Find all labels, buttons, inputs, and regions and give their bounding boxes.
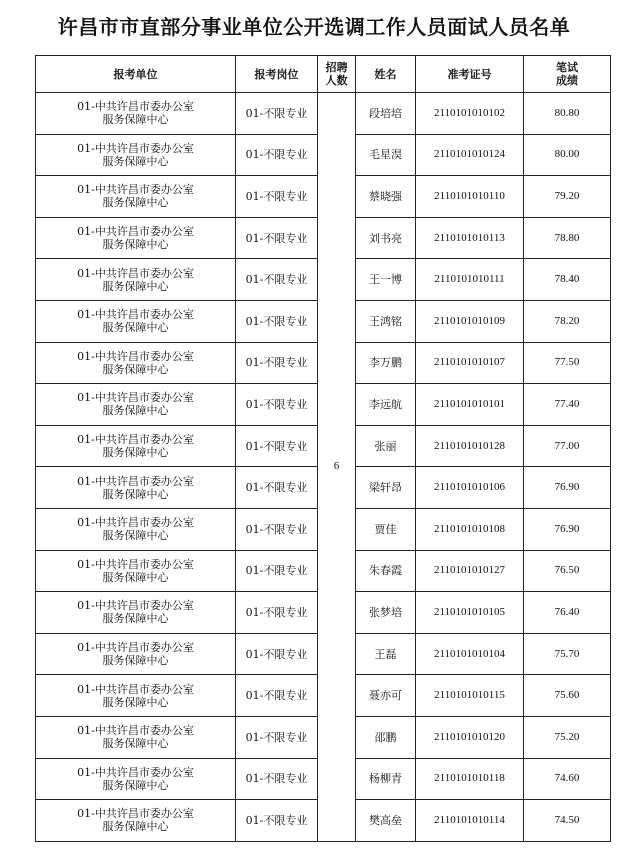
- cell-position: 01-不限专业: [236, 758, 318, 800]
- cell-name: 杨柳青: [356, 758, 416, 800]
- cell-position: 01-不限专业: [236, 259, 318, 301]
- header-name: 姓名: [356, 56, 416, 93]
- cell-position: 01-不限专业: [236, 675, 318, 717]
- cell-unit-line1: 01-中共许昌市委办公室: [77, 599, 194, 613]
- header-score-line1: 笔试: [556, 61, 578, 74]
- cell-unit-line2: 服务保障中心: [102, 321, 169, 335]
- cell-unit: [36, 716, 236, 758]
- cell-name: 王磊: [356, 633, 416, 675]
- cell-position: 01-不限专业: [236, 508, 318, 550]
- header-ticket: 准考证号: [416, 56, 524, 93]
- cell-name: 段培培: [356, 93, 416, 135]
- cell-unit-line1: 01-中共许昌市委办公室: [77, 433, 194, 447]
- cell-unit-line1: 01-中共许昌市委办公室: [77, 183, 194, 197]
- cell-score: 75.70: [524, 633, 611, 675]
- table-row: [36, 93, 611, 135]
- cell-score: 80.00: [524, 134, 611, 176]
- cell-ticket-number: 2110101010115: [416, 675, 524, 717]
- cell-score: 77.00: [524, 425, 611, 467]
- cell-score: 78.20: [524, 300, 611, 342]
- cell-unit-line1: 01-中共许昌市委办公室: [77, 474, 194, 488]
- cell-position: 01-不限专业: [236, 467, 318, 509]
- cell-name: 张丽: [356, 425, 416, 467]
- cell-unit-line2: 服务保障中心: [102, 570, 169, 584]
- cell-unit: [36, 675, 236, 717]
- cell-score: 75.60: [524, 675, 611, 717]
- cell-unit: [36, 217, 236, 259]
- cell-score: 79.20: [524, 176, 611, 218]
- cell-unit-line1: 01-中共许昌市委办公室: [77, 724, 194, 738]
- cell-unit: [36, 300, 236, 342]
- cell-ticket-number: 2110101010104: [416, 633, 524, 675]
- cell-position: 01-不限专业: [236, 176, 318, 218]
- cell-unit-line2: 服务保障中心: [102, 154, 169, 168]
- cell-name: 毛星淏: [356, 134, 416, 176]
- cell-unit: [36, 342, 236, 384]
- cell-unit-line2: 服务保障中心: [102, 695, 169, 709]
- cell-unit: [36, 134, 236, 176]
- cell-unit-line1: 01-中共许昌市委办公室: [77, 225, 194, 239]
- cell-position: 01-不限专业: [236, 592, 318, 634]
- cell-unit-line2: 服务保障中心: [102, 446, 169, 460]
- cell-unit-line1: 01-中共许昌市委办公室: [77, 100, 194, 114]
- candidate-table: [35, 55, 611, 842]
- cell-position: 01-不限专业: [236, 550, 318, 592]
- cell-ticket-number: 2110101010101: [416, 384, 524, 426]
- cell-name: 刘书亮: [356, 217, 416, 259]
- cell-ticket-number: 2110101010127: [416, 550, 524, 592]
- cell-name: 邵鹏: [356, 716, 416, 758]
- cell-unit-line1: 01-中共许昌市委办公室: [77, 557, 194, 571]
- cell-unit: [36, 93, 236, 135]
- cell-name: 蔡晓强: [356, 176, 416, 218]
- header-position: 报考岗位: [236, 56, 318, 93]
- cell-position: 01-不限专业: [236, 633, 318, 675]
- cell-position: 01-不限专业: [236, 716, 318, 758]
- cell-score: 80.80: [524, 93, 611, 135]
- cell-unit-line1: 01-中共许昌市委办公室: [77, 141, 194, 155]
- cell-unit-line1: 01-中共许昌市委办公室: [77, 807, 194, 821]
- cell-position: 01-不限专业: [236, 300, 318, 342]
- cell-score: 76.90: [524, 508, 611, 550]
- cell-ticket-number: 2110101010107: [416, 342, 524, 384]
- cell-unit-line1: 01-中共许昌市委办公室: [77, 682, 194, 696]
- cell-unit: [36, 800, 236, 842]
- cell-unit-line1: 01-中共许昌市委办公室: [77, 349, 194, 363]
- cell-unit-line2: 服务保障中心: [102, 612, 169, 626]
- cell-unit-line2: 服务保障中心: [102, 737, 169, 751]
- header-quota: [318, 56, 356, 93]
- cell-unit-line1: 01-中共许昌市委办公室: [77, 765, 194, 779]
- cell-name: 王一博: [356, 259, 416, 301]
- cell-score: 75.20: [524, 716, 611, 758]
- cell-unit-line2: 服务保障中心: [102, 238, 169, 252]
- cell-name: 樊高垒: [356, 800, 416, 842]
- cell-score: 77.50: [524, 342, 611, 384]
- cell-position: 01-不限专业: [236, 425, 318, 467]
- cell-unit: [36, 633, 236, 675]
- cell-score: 78.80: [524, 217, 611, 259]
- cell-score: 76.40: [524, 592, 611, 634]
- cell-name: 李万鹏: [356, 342, 416, 384]
- cell-unit: [36, 550, 236, 592]
- cell-unit-line1: 01-中共许昌市委办公室: [77, 641, 194, 655]
- cell-score: 74.50: [524, 800, 611, 842]
- cell-unit-line2: 服务保障中心: [102, 279, 169, 293]
- cell-name: 李远航: [356, 384, 416, 426]
- cell-unit-line2: 服务保障中心: [102, 487, 169, 501]
- cell-score: 74.60: [524, 758, 611, 800]
- cell-unit-line2: 服务保障中心: [102, 362, 169, 376]
- cell-ticket-number: 2110101010108: [416, 508, 524, 550]
- cell-unit-line2: 服务保障中心: [102, 778, 169, 792]
- cell-ticket-number: 2110101010106: [416, 467, 524, 509]
- cell-unit-line1: 01-中共许昌市委办公室: [77, 308, 194, 322]
- cell-position: 01-不限专业: [236, 134, 318, 176]
- cell-ticket-number: 2110101010114: [416, 800, 524, 842]
- page-title: 许昌市市直部分事业单位公开选调工作人员面试人员名单: [57, 15, 571, 39]
- cell-name: 朱春霞: [356, 550, 416, 592]
- cell-unit: [36, 176, 236, 218]
- cell-unit-line2: 服务保障中心: [102, 196, 169, 210]
- cell-name: 王鸿铭: [356, 300, 416, 342]
- cell-ticket-number: 2110101010105: [416, 592, 524, 634]
- cell-name: 聂亦可: [356, 675, 416, 717]
- cell-ticket-number: 2110101010118: [416, 758, 524, 800]
- cell-unit-line1: 01-中共许昌市委办公室: [77, 516, 194, 530]
- header-unit: 报考单位: [36, 56, 236, 93]
- cell-unit: [36, 259, 236, 301]
- cell-name: 梁轩昂: [356, 467, 416, 509]
- cell-unit-line2: 服务保障中心: [102, 654, 169, 668]
- cell-ticket-number: 2110101010120: [416, 716, 524, 758]
- cell-score: 76.90: [524, 467, 611, 509]
- cell-score: 78.40: [524, 259, 611, 301]
- cell-unit: [36, 467, 236, 509]
- cell-position: 01-不限专业: [236, 93, 318, 135]
- cell-position: 01-不限专业: [236, 384, 318, 426]
- cell-position: 01-不限专业: [236, 217, 318, 259]
- cell-unit-line2: 服务保障中心: [102, 113, 169, 127]
- cell-ticket-number: 2110101010113: [416, 217, 524, 259]
- cell-quota: 6: [318, 93, 356, 842]
- cell-ticket-number: 2110101010102: [416, 93, 524, 135]
- cell-unit-line1: 01-中共许昌市委办公室: [77, 391, 194, 405]
- cell-name: 贾佳: [356, 508, 416, 550]
- cell-unit-line1: 01-中共许昌市委办公室: [77, 266, 194, 280]
- cell-position: 01-不限专业: [236, 800, 318, 842]
- cell-unit-line2: 服务保障中心: [102, 529, 169, 543]
- cell-unit: [36, 592, 236, 634]
- cell-unit: [36, 508, 236, 550]
- cell-ticket-number: 2110101010124: [416, 134, 524, 176]
- cell-position: 01-不限专业: [236, 342, 318, 384]
- header-quota-line2: 人数: [325, 74, 348, 87]
- cell-ticket-number: 2110101010110: [416, 176, 524, 218]
- cell-unit-line2: 服务保障中心: [102, 820, 169, 834]
- cell-ticket-number: 2110101010128: [416, 425, 524, 467]
- cell-unit: [36, 425, 236, 467]
- header-score: [524, 56, 611, 93]
- cell-unit: [36, 758, 236, 800]
- cell-score: 77.40: [524, 384, 611, 426]
- header-score-line2: 成绩: [556, 74, 578, 87]
- cell-score: 76.50: [524, 550, 611, 592]
- cell-ticket-number: 2110101010109: [416, 300, 524, 342]
- cell-ticket-number: 2110101010111: [416, 259, 524, 301]
- header-quota-line1: 招聘: [325, 61, 348, 74]
- table-header-row: [36, 56, 611, 93]
- cell-unit-line2: 服务保障中心: [102, 404, 169, 418]
- cell-unit: [36, 384, 236, 426]
- cell-name: 张梦培: [356, 592, 416, 634]
